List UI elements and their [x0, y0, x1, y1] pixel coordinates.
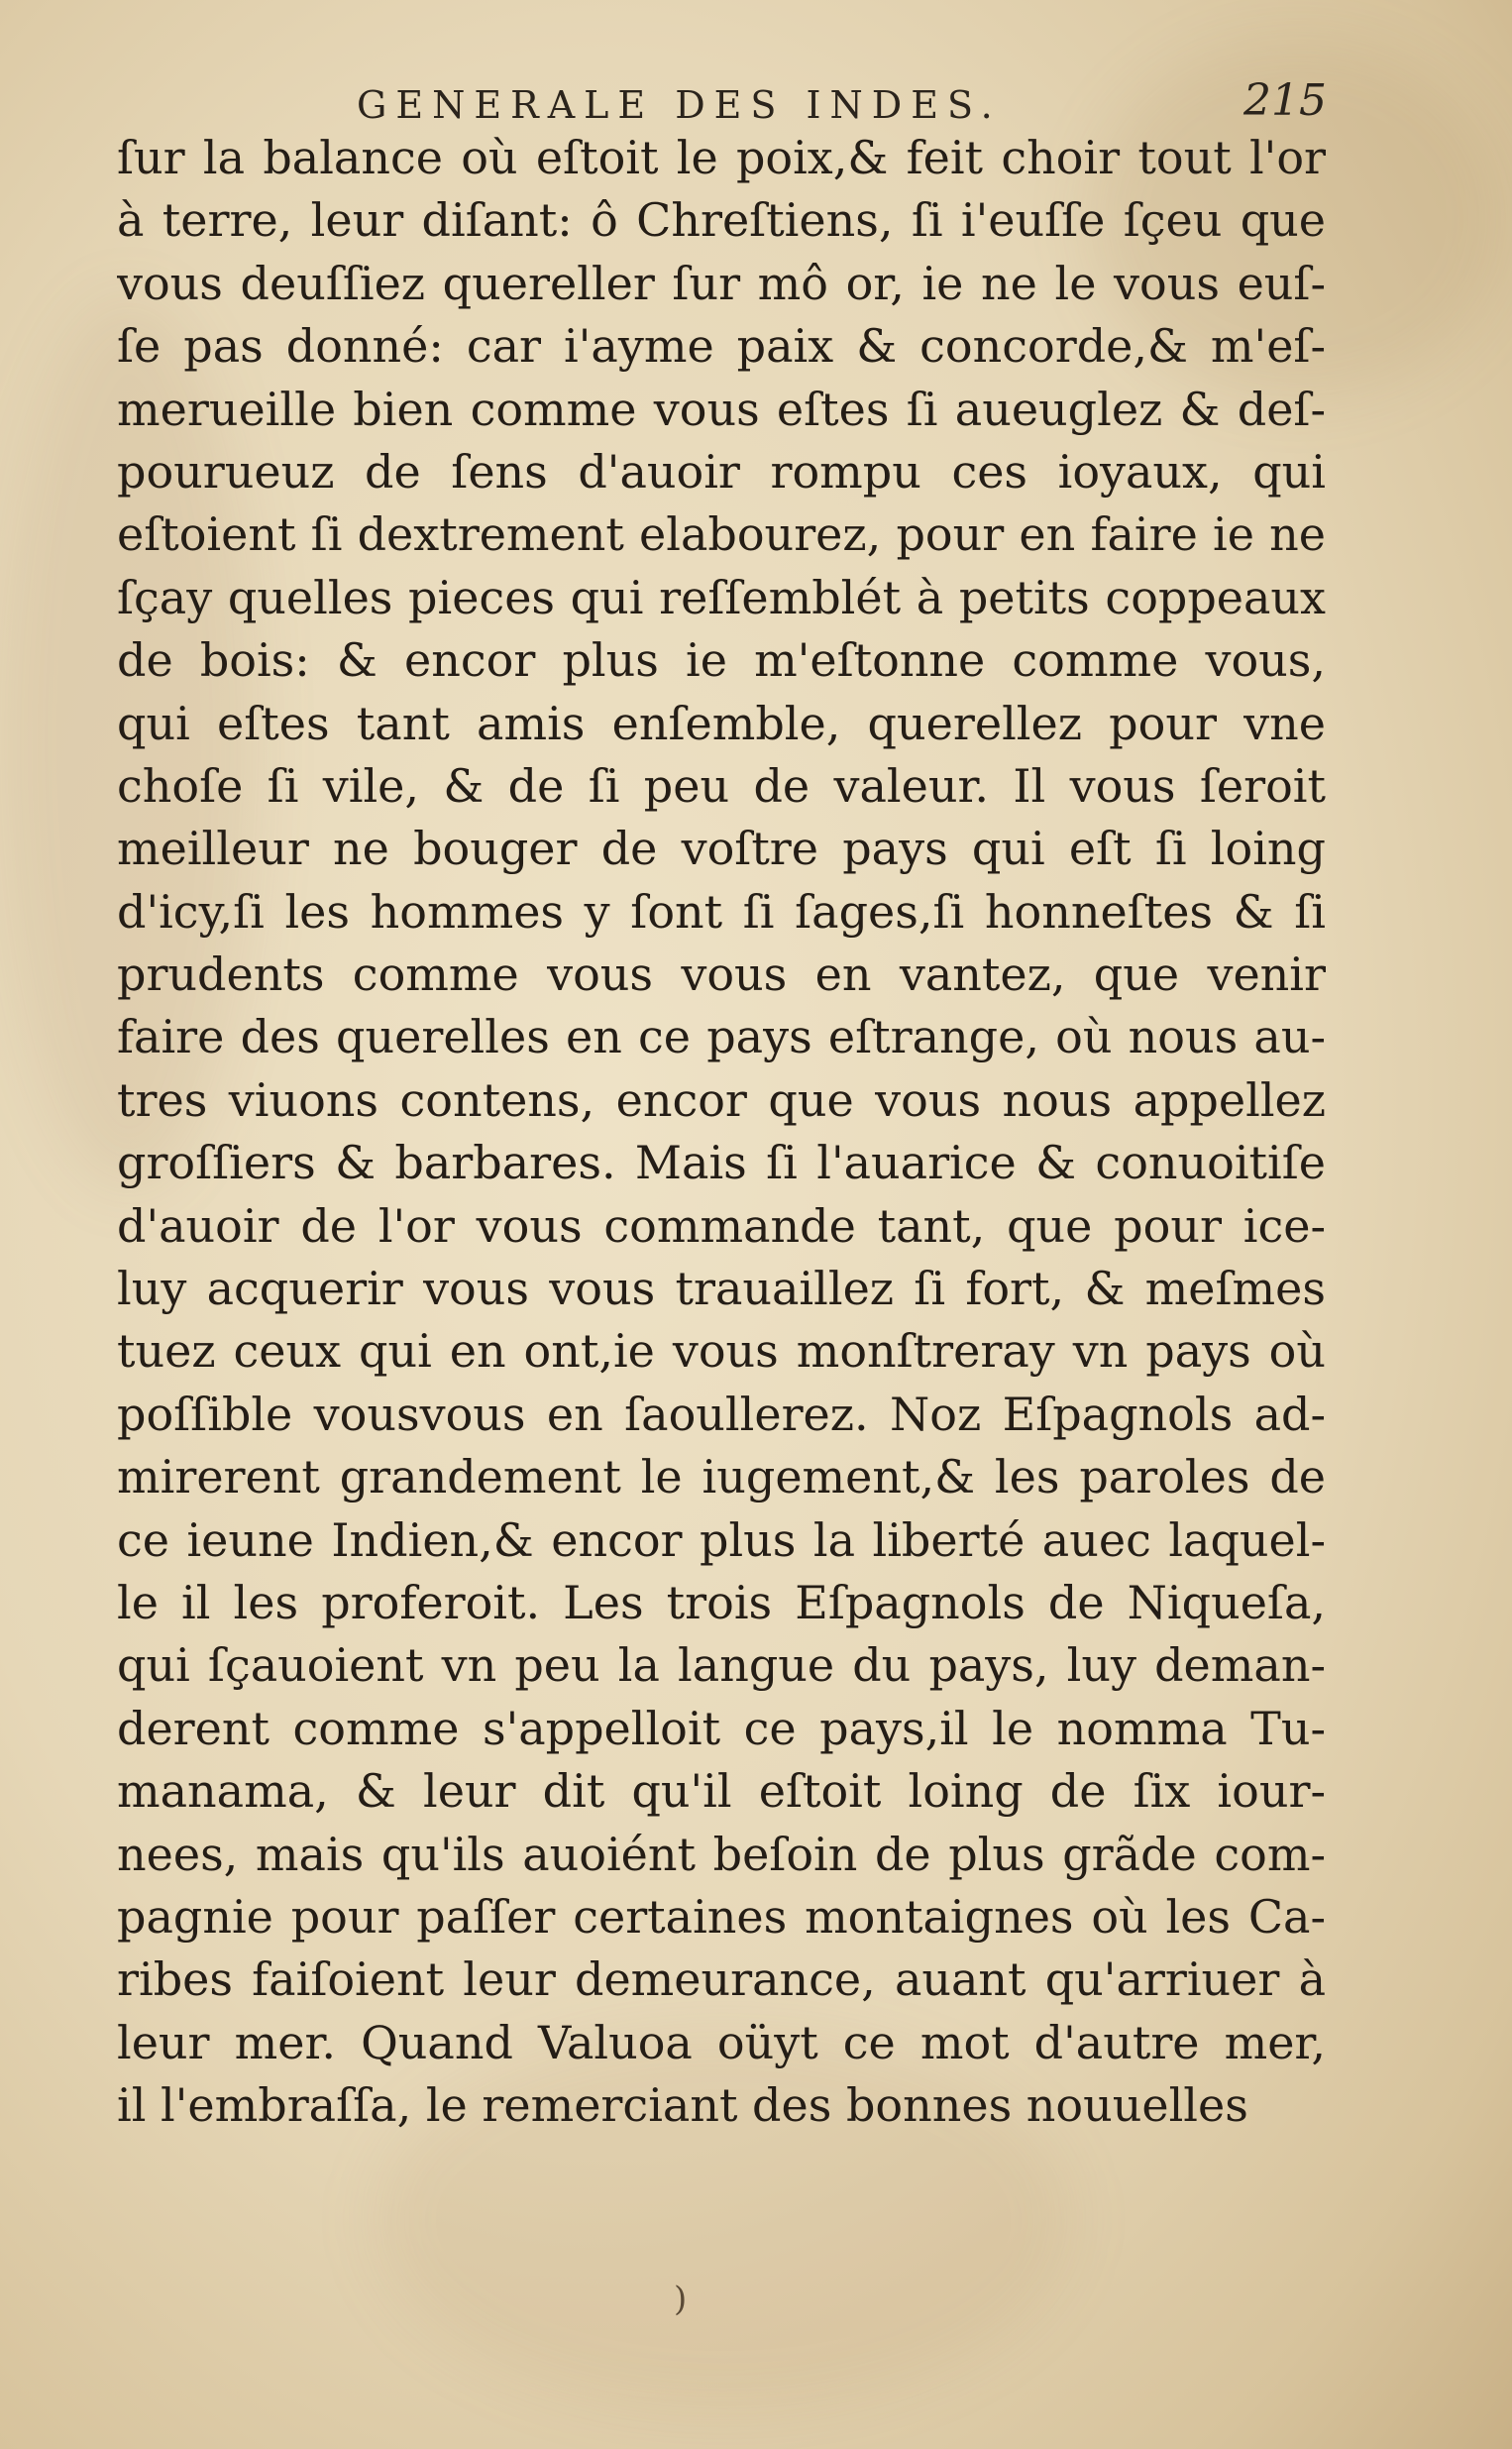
text-line: d'icy,ſi les hommes y ſont ſi ſages,ſi honneſtes & ſi [117, 884, 1326, 939]
text-line: vous deuſſiez quereller ſur mô or, ie ne le vous euſ- [117, 256, 1326, 310]
text-line: nees, mais qu'ils auoiént beſoin de plus grãde com- [117, 1827, 1326, 1881]
text-line: poſſible vousvous en ſaoullerez. Noz Eſpagnols ad- [117, 1387, 1326, 1441]
text-line: tuez ceux qui en ont,ie vous monſtreray vn pays où [117, 1324, 1326, 1379]
text-line: d'auoir de l'or vous commande tant, que pour ice- [117, 1198, 1326, 1253]
text-line: choſe ſi vile, & de ſi peu de valeur. Il vous ſeroit [117, 758, 1326, 813]
text-line: ſur la balance où eſtoit le poix,& feit choir tout l'or [117, 131, 1326, 184]
footer-mark: ) [674, 2280, 688, 2319]
body-text [117, 127, 1326, 2138]
text-line: eſtoient ſi dextrement elabourez, pour en faire ie ne [117, 507, 1326, 562]
text-line: groſſiers & barbares. Mais ſi l'auarice & conuoitiſe [117, 1136, 1326, 1190]
text-line: ſçay quelles pieces qui reſſemblét à petits coppeaux [117, 570, 1326, 624]
text-line: prudents comme vous vous en vantez, que venir [117, 947, 1326, 1002]
text-line: mirerent grandement le iugement,& les paroles de [117, 1450, 1326, 1504]
text-line: de bois: & encor plus ie m'eſtonne comme vous, [117, 633, 1326, 688]
running-head: GENERALE DES INDES. [357, 83, 1002, 127]
text-line: meilleur ne bouger de voſtre pays qui eſt ſi loing [117, 822, 1326, 876]
text-line: qui ſçauoient vn peu la langue du pays, luy deman- [117, 1638, 1326, 1693]
text-line: pourueuz de ſens d'auoir rompu ces ioyaux, qui [117, 444, 1326, 499]
text-line: tres viuons contens, encor que vous nous appellez [117, 1072, 1326, 1127]
text-line: à terre, leur diſant: ô Chreſtiens, ſi i'euſſe ſçeu que [117, 193, 1326, 248]
text-line: ſe pas donné: car i'ayme paix & concorde,& m'eſ- [117, 319, 1326, 374]
text-line: luy acquerir vous vous trauaillez ſi fort, & meſmes [117, 1262, 1326, 1316]
text-line: leur mer. Quand Valuoa oüyt ce mot d'autre mer, [117, 2015, 1326, 2069]
page-number: 215 [1243, 75, 1327, 126]
text-line: qui eſtes tant amis enſemble, querellez pour vne [117, 696, 1326, 750]
text-line: ribes faiſoient leur demeurance, auant qu'arriuer à [117, 1952, 1326, 2007]
text-line: ce ieune Indien,& encor plus la liberté auec laquel- [117, 1512, 1326, 1567]
text-line: il l'embraſſa, le remerciant des bonnes nouuelles [117, 2078, 1248, 2133]
text-line: merueille bien comme vous eſtes ſi aueuglez & deſ- [117, 382, 1326, 436]
text-line: manama, & leur dit qu'il eſtoit loing de ſix iour- [117, 1764, 1326, 1819]
text-line: le il les proferoit. Les trois Eſpagnols de Niqueſa, [117, 1575, 1326, 1629]
text-line: pagnie pour paſſer certaines montaignes où les Ca- [117, 1889, 1326, 1944]
text-line: faire des querelles en ce pays eſtrange, où nous au- [117, 1010, 1326, 1064]
text-line: derent comme s'appelloit ce pays,il le nomma Tu- [117, 1701, 1326, 1755]
